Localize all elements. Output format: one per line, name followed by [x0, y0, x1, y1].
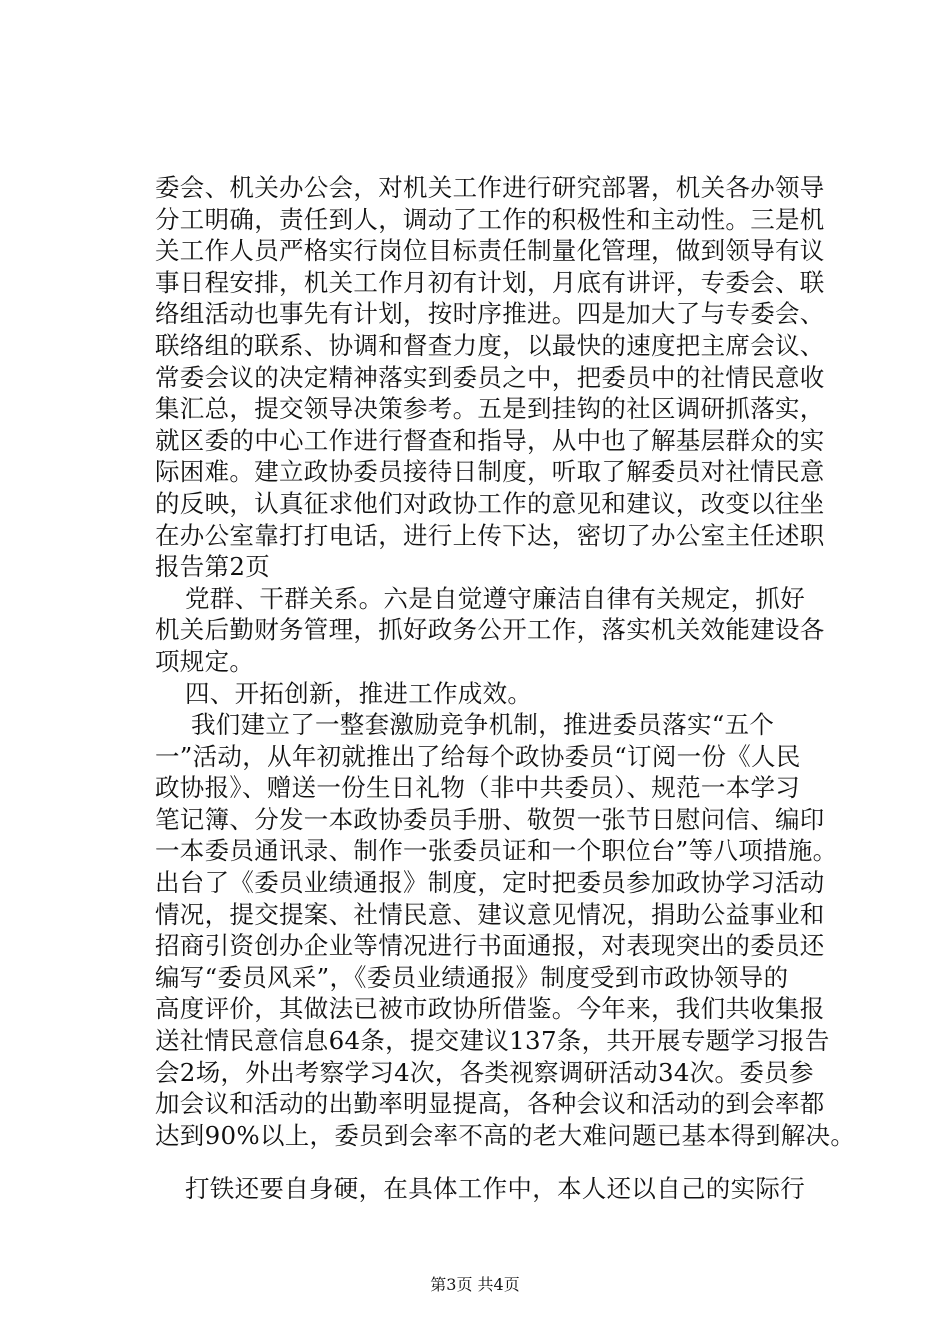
- text-line: 际困难。建立政协委员接待日制度，听取了解委员对社情民意: [155, 457, 825, 487]
- text-line: 编写“委员风采”，《委员业绩通报》制度受到市政协领导的: [155, 962, 789, 992]
- text-line: 出台了《委员业绩通报》制度，定时把委员参加政协学习活动: [155, 868, 825, 898]
- paragraph-start-line: 我们建立了一整套激励竞争机制，推进委员落实“五个: [191, 710, 775, 740]
- text-line: 络组活动也事先有计划，按时序推进。四是加大了与专委会、: [155, 299, 825, 329]
- text-line: 常委会议的决定精神落实到委员之中，把委员中的社情民意收: [155, 362, 825, 392]
- text-line: 招商引资创办企业等情况进行书面通报，对表现突出的委员还: [155, 931, 825, 961]
- text-line: 关工作人员严格实行岗位目标责任制量化管理，做到领导有议: [155, 236, 825, 266]
- text-line: 一本委员通讯录、制作一张委员证和一个职位台”等八项措施。: [155, 836, 838, 866]
- document-body: [155, 172, 855, 1205]
- text-line: 机关后勤财务管理，抓好政务公开工作，落实机关效能建设各: [155, 615, 825, 645]
- text-line: 送社情民意信息64条，提交建议137条，共开展专题学习报告: [155, 1026, 830, 1056]
- text-line: 加会议和活动的出勤率明显提高，各种会议和活动的到会率都: [155, 1089, 825, 1119]
- text-line: 分工明确，责任到人，调动了工作的积极性和主动性。三是机: [155, 204, 825, 234]
- paragraph-gap: [155, 1151, 855, 1173]
- text-line: 会2场，外出考察学习4次，各类视察调研活动34次。委员参: [155, 1057, 814, 1087]
- text-line: 政协报》、赠送一份生日礼物（非中共委员）、规范一本学习: [155, 773, 801, 803]
- page-footer: 第3页 共4页: [430, 1275, 520, 1294]
- paragraph-start-line: 打铁还要自身硬，在具体工作中，本人还以自己的实际行: [185, 1174, 805, 1204]
- text-line: 一”活动，从年初就推出了给每个政协委员“订阅一份《人民: [155, 741, 801, 771]
- paragraph-start-line: 党群、干群关系。六是自觉遵守廉洁自律有关规定，抓好: [185, 583, 805, 613]
- text-line: 情况，提交提案、社情民意、建议意见情况，捐助公益事业和: [155, 899, 825, 929]
- text-line: 高度评价，其做法已被市政协所借鉴。今年来，我们共收集报: [155, 994, 825, 1024]
- text-line: 委会、机关办公会，对机关工作进行研究部署，机关各办领导: [155, 173, 825, 202]
- text-line: 报告第2页: [155, 552, 271, 582]
- text-line: 的反映，认真征求他们对政协工作的意见和建议，改变以往坐: [155, 488, 825, 518]
- text-line: 笔记簿、分发一本政协委员手册、敬贺一张节日慰问信、编印: [155, 804, 825, 834]
- text-line: 达到90%以上，委员到会率不高的老大难问题已基本得到解决。: [155, 1120, 856, 1150]
- text-line: 在办公室靠打打电话，进行上传下达，密切了办公室主任述职: [155, 520, 825, 550]
- text-line: 集汇总，提交领导决策参考。五是到挂钩的社区调研抓落实，: [155, 394, 825, 424]
- text-line: 事日程安排，机关工作月初有计划，月底有讲评，专委会、联: [155, 267, 825, 297]
- section-heading: 四、开拓创新，推进工作成效。: [185, 678, 533, 708]
- text-line: 项规定。: [155, 646, 255, 676]
- text-line: 联络组的联系、协调和督查力度，以最快的速度把主席会议、: [155, 330, 825, 360]
- text-line: 就区委的中心工作进行督查和指导，从中也了解基层群众的实: [155, 425, 825, 455]
